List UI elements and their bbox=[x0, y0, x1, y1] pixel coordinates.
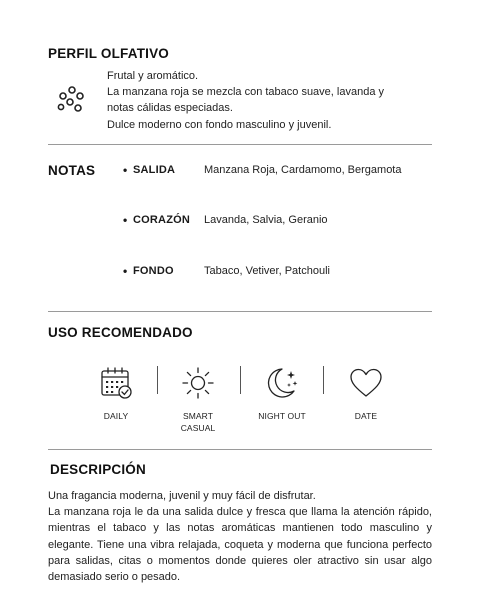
profile-line: Dulce moderno con fondo masculino y juvenil. bbox=[107, 118, 332, 131]
profile-description bbox=[107, 68, 427, 133]
note-name: FONDO bbox=[133, 265, 174, 277]
profile-line: Frutal y aromático. bbox=[107, 70, 199, 82]
divider bbox=[48, 144, 432, 145]
profile-line: La manzana roja se mezcla con tabaco suave, lavanda y bbox=[107, 86, 384, 99]
bullet: • bbox=[123, 163, 128, 177]
heart-icon bbox=[348, 365, 384, 401]
usage-label: DAILY bbox=[103, 411, 129, 421]
separator bbox=[240, 366, 241, 394]
moon-stars-icon bbox=[264, 365, 300, 401]
note-values: Lavanda, Salvia, Geranio bbox=[204, 214, 328, 226]
usage-item-smart-casual bbox=[168, 365, 228, 434]
note-name: CORAZÓN bbox=[133, 214, 191, 226]
note-name: SALIDA bbox=[133, 164, 176, 176]
usage-label: DATE bbox=[354, 411, 378, 421]
fragrance-dots-icon bbox=[56, 86, 88, 114]
note-row-fondo bbox=[123, 265, 443, 281]
note-row-corazon bbox=[123, 214, 443, 230]
divider bbox=[48, 311, 432, 312]
bullet: • bbox=[123, 264, 128, 278]
notes-title: NOTAS bbox=[48, 163, 96, 178]
note-values: Tabaco, Vetiver, Patchouli bbox=[204, 265, 330, 277]
usage-label: NIGHT OUT bbox=[258, 411, 306, 421]
divider bbox=[48, 449, 432, 450]
description-paragraph: La manzana roja le da una salida dulce y fresca que llama la atención rápido, mientras el tabaco y las notas aromáticas mantienen todo masculino y elegante. Tiene una vibra relajada, coqueta y moderna que funciona perfecto para salidas, citas o momentos donde quieres oler atractivo sin usar algo demasiado serio o pesado. bbox=[48, 506, 432, 584]
profile-line: notas cálidas especiadas. bbox=[107, 102, 233, 115]
note-values: Manzana Roja, Cardamomo, Bergamota bbox=[204, 164, 402, 176]
usage-item-date bbox=[336, 365, 396, 423]
profile-title: PERFIL OLFATIVO bbox=[48, 46, 170, 61]
description-text bbox=[48, 488, 432, 585]
usage-title: USO RECOMENDADO bbox=[48, 325, 193, 340]
description-title: DESCRIPCIÓN bbox=[50, 462, 146, 477]
usage-item-night-out bbox=[252, 365, 312, 423]
description-paragraph: Una fragancia moderna, juvenil y muy fácil de disfrutar. bbox=[48, 490, 316, 502]
bullet: • bbox=[123, 213, 128, 227]
note-row-salida bbox=[123, 164, 443, 180]
separator bbox=[323, 366, 324, 394]
usage-label: SMART CASUAL bbox=[180, 411, 216, 433]
sun-icon bbox=[180, 365, 216, 401]
separator bbox=[157, 366, 158, 394]
calendar-check-icon bbox=[98, 365, 134, 401]
usage-item-daily bbox=[86, 365, 146, 423]
